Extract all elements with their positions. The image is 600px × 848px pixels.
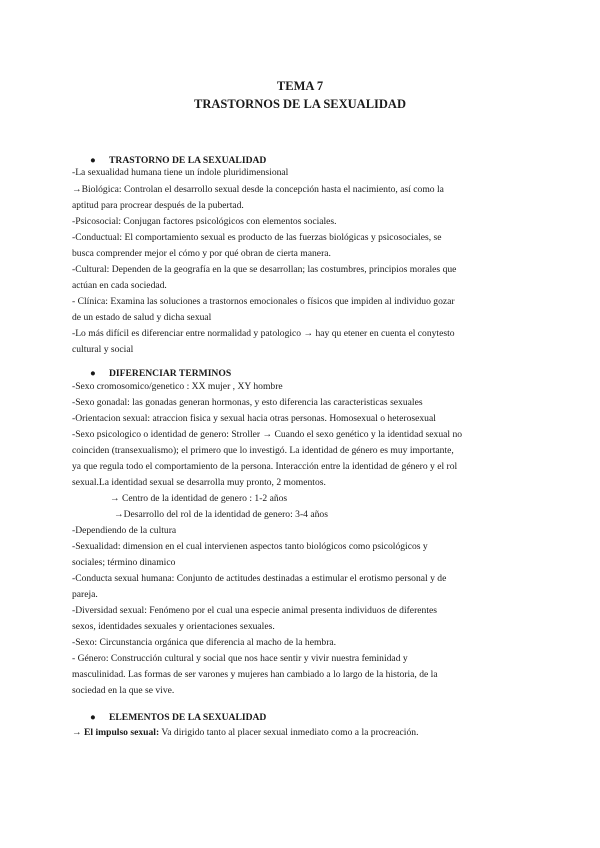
- text-line: -Sexo gonadal: las gonadas generan hormonas, y esto diferencia las caracteristicas sexuales: [72, 397, 423, 408]
- bullet-icon: ●: [90, 155, 96, 166]
- text-line: coinciden (transexualismo); el primero que lo investigó. La identidad de género es muy importante,: [72, 445, 454, 456]
- text-line: - Género: Construcción cultural y social que nos hace sentir y vivir nuestra feminidad y: [72, 653, 408, 664]
- text-line: →Biológica: Controlan el desarrollo sexual desde la concepción hasta el nacimiento, así como la: [72, 184, 444, 195]
- text-line: -Diversidad sexual: Fenómeno por el cual una especie animal presenta individuos de diferentes: [72, 605, 437, 616]
- text-line: -Sexo: Circunstancia orgánica que diferencia al macho de la hembra.: [72, 637, 337, 648]
- text-line: pareja.: [72, 589, 98, 600]
- text-line: -Psicosocial: Conjugan factores psicológicos con elementos sociales.: [72, 216, 337, 227]
- bullet-icon: ●: [90, 368, 96, 379]
- text-line: -Dependiendo de la cultura: [72, 525, 177, 536]
- text-line: -Lo más difícil es diferenciar entre normalidad y patologico → hay qu etener en cuenta el conytesto: [72, 328, 455, 339]
- page-subtitle: TRASTORNOS DE LA SEXUALIDAD: [194, 97, 406, 111]
- section-heading-trastorno: ● TRASTORNO DE LA SEXUALIDAD: [90, 155, 267, 166]
- text-line: cultural y social: [72, 344, 134, 355]
- text-line: -Conducta sexual humana: Conjunto de actitudes destinadas a estimular el erotismo personal y de: [72, 573, 447, 584]
- bullet-icon: ●: [90, 712, 96, 723]
- page-title: TEMA 7: [276, 79, 324, 93]
- text-line: actúan en cada sociedad.: [72, 280, 167, 291]
- text-line: sociales; término dinamico: [72, 557, 176, 568]
- text-line: de un estado de salud y dicha sexual: [72, 312, 212, 323]
- text-line: masculinidad. Las formas de ser varones y mujeres han cambiado a lo largo de la historia, de la: [72, 669, 438, 680]
- text-line: -Cultural: Dependen de la geografía en la que se desarrollan; las costumbres, principios morales que: [72, 264, 457, 275]
- text-line: -Sexo cromosomico/genetico : XX mujer , XY hombre: [72, 381, 283, 392]
- text-line-impulso: → El impulso sexual: Va dirigido tanto al placer sexual inmediato como a la procreación.: [72, 727, 419, 738]
- text-line: ya que regula todo el comportamiento de la persona. Interacción entre la identidad de género y el rol: [72, 461, 458, 472]
- text-line: sexos, identidades sexuales y orientaciones sexuales.: [72, 621, 275, 632]
- text-line: sociedad en la que se vive.: [72, 685, 175, 696]
- term-label: → El impulso sexual:: [72, 727, 160, 738]
- text-line: -Sexo psicologico o identidad de genero: Stroller → Cuando el sexo genético y la identidad sexual no: [72, 429, 463, 440]
- text-line: - Clínica: Examina las soluciones a trastornos emocionales o físicos que impiden al individuo gozar: [72, 296, 455, 307]
- text-line: -La sexualidad humana tiene un índole pluridimensional: [72, 167, 289, 178]
- text-line: →Desarrollo del rol de la identidad de genero: 3-4 años: [114, 509, 328, 520]
- text-line: busca comprender mejor el cómo y por qué obran de cierta manera.: [72, 248, 331, 259]
- text-line: aptitud para procrear después de la pubertad.: [72, 200, 244, 211]
- text-line: sexual.La identidad sexual se desarrolla muy pronto, 2 momentos.: [72, 477, 326, 488]
- section-heading-elementos: ● ELEMENTOS DE LA SEXUALIDAD: [90, 712, 267, 723]
- text-line: -Conductual: El comportamiento sexual es producto de las fuerzas biológicas y psicosociales, se: [72, 232, 442, 243]
- text-line: -Orientacion sexual: atraccion fisica y sexual hacia otras personas. Homosexual o heterosexual: [72, 413, 436, 424]
- text-line: -Sexualidad: dimension en el cual intervienen aspectos tanto biológicos como psicológicos y: [72, 541, 428, 552]
- text-line: → Centro de la identidad de genero : 1-2 años: [110, 493, 288, 504]
- section-heading-diferenciar: ● DIFERENCIAR TERMINOS: [90, 368, 232, 379]
